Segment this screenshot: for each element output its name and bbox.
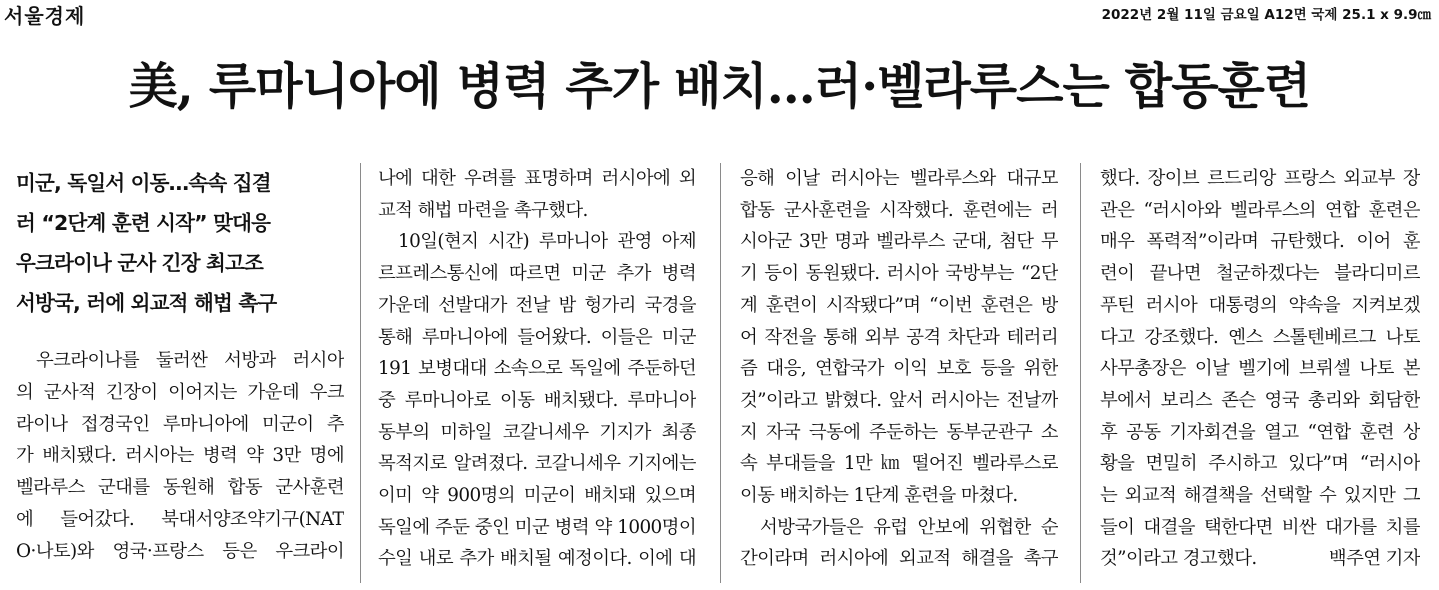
text-line: 수일 내로 추가 배치될 예정이다. 이에 대 <box>378 548 696 570</box>
column-divider <box>720 163 721 583</box>
text-line: 즘 대응, 연합국가 이익 보호 등을 위한 <box>740 358 1058 380</box>
subheadline: 미군, 독일서 이동…속속 집결 <box>16 171 271 195</box>
text-line: 관은 “러시아와 벨라루스의 연합 훈련은 <box>1100 199 1420 221</box>
text-line: 이미 약 900명의 미군이 배치돼 있으며 <box>378 485 696 507</box>
article-headline: 美, 루마니아에 병력 추가 배치…러·벨라루스는 합동훈련 <box>128 57 1311 115</box>
text-line: 들이 대결을 택한다면 비싼 대가를 치를 <box>1100 516 1420 538</box>
text-line: 간이라며 러시아에 외교적 해결을 촉구 <box>740 548 1058 570</box>
column-body <box>16 345 344 568</box>
text-line: 서방국가들은 유럽 안보에 위협한 순 <box>760 516 1058 538</box>
article-column-3 <box>740 163 1058 583</box>
text-line: 가운데 선발대가 전날 밤 헝가리 국경을 <box>378 294 696 316</box>
text-line: 사무총장은 이날 벨기에 브뤼셀 나토 본 <box>1100 358 1420 380</box>
subheadline: 서방국, 러에 외교적 해법 촉구 <box>16 291 277 315</box>
text-line: 라이나 접경국인 루마니아에 미군이 추 <box>16 413 344 435</box>
text-line: 푸틴 러시아 대통령의 약속을 지켜보겠 <box>1100 294 1420 316</box>
text-line: 련이 끝나면 철군하겠다는 블라디미르 <box>1100 263 1420 285</box>
text-line: 르프레스통신에 따르면 미군 추가 병력 <box>378 263 696 285</box>
text-line: 시아군 3만 명과 벨라루스 군대, 첨단 무 <box>740 231 1058 253</box>
text-line: 계 훈련이 시작됐다”며 “이번 훈련은 방 <box>740 294 1058 316</box>
text-line: 는 외교적 해결책을 선택할 수 있지만 그 <box>1100 485 1420 507</box>
text-line: 통해 루마니아에 들어왔다. 이들은 미군 <box>378 326 696 348</box>
text-line: 191 보병대대 소속으로 독일에 주둔하던 <box>378 358 696 380</box>
text-line: 어 작전을 통해 외부 공격 차단과 테러리 <box>740 326 1058 348</box>
subheadline: 러 “2단계 훈련 시작” 맞대응 <box>16 211 271 235</box>
text-line: 매우 폭력적”이라며 규탄했다. 이어 훈 <box>1100 231 1420 253</box>
text-line: 벨라루스 군대를 동원해 합동 군사훈련 <box>16 477 344 499</box>
subheadlines <box>16 163 344 323</box>
text-line: 응해 이날 러시아는 벨라루스와 대규모 <box>740 168 1058 189</box>
text-line: O·나토)와 영국·프랑스 등은 우크라이 <box>16 540 344 562</box>
text-line: 중 루마니아로 이동 배치됐다. 루마니아 <box>378 389 696 411</box>
text-line: 부에서 보리스 존슨 영국 총리와 회담한 <box>1100 389 1420 411</box>
masthead <box>0 0 1439 26</box>
text-line: 독일에 주둔 중인 미군 병력 약 1000명이 <box>378 516 696 538</box>
issue-info: 2022년 2월 11일 금요일 A12면 국제 25.1 x 9.9㎝ <box>1101 7 1431 23</box>
text-line: 했다. 장이브 르드리앙 프랑스 외교부 장 <box>1100 168 1420 189</box>
text-line: 이동 배치하는 1단계 훈련을 마쳤다. <box>740 485 1018 507</box>
text-line: 의 군사적 긴장이 이어지는 가운데 우크 <box>16 381 344 403</box>
text-line: 다고 강조했다. 옌스 스톨텐베르그 나토 <box>1100 326 1420 348</box>
text-line: 기 등이 동원됐다. 러시아 국방부는 “2단 <box>740 263 1058 285</box>
article-column-4 <box>1100 163 1420 583</box>
text-line: 10일(현지 시간) 루마니아 관영 아제 <box>398 231 696 253</box>
text-line: 황을 면밀히 주시하고 있다”며 “러시아 <box>1100 453 1420 475</box>
text-line: 교적 해법 마련을 촉구했다. <box>378 199 588 221</box>
column-divider <box>360 163 361 583</box>
text-line: 우크라이나를 둘러싼 서방과 러시아 <box>36 350 344 371</box>
text-line: 속 부대들을 1만 ㎞ 떨어진 벨라루스로 <box>740 453 1058 475</box>
text-line: 에 들어갔다. 북대서양조약기구(NAT <box>16 508 344 530</box>
text-line: 지 자국 극동에 주둔하는 동부군관구 소 <box>740 421 1058 443</box>
text-line: 목적지로 알려졌다. 코갈니세우 기지에는 <box>378 453 696 475</box>
text-line: 것”이라고 경고했다. <box>1100 548 1257 570</box>
text-line: 것”이라고 밝혔다. 앞서 러시아는 전날까 <box>740 389 1058 411</box>
text-line: 후 공동 기자회견을 열고 “연합 훈련 상 <box>1100 421 1420 443</box>
newspaper-name: 서울경제 <box>4 4 86 28</box>
byline: 백주연 기자 <box>1328 548 1420 570</box>
text-line: 합동 군사훈련을 시작했다. 훈련에는 러 <box>740 199 1058 221</box>
text-line: 가 배치됐다. 러시아는 병력 약 3만 명에 <box>16 445 344 467</box>
text-line: 동부의 미하일 코갈니세우 기지가 최종 <box>378 421 696 443</box>
text-line: 나에 대한 우려를 표명하며 러시아에 외 <box>378 168 696 189</box>
article-column-1 <box>16 163 344 583</box>
subheadline: 우크라이나 군사 긴장 최고조 <box>16 251 264 275</box>
column-divider <box>1080 163 1081 583</box>
article-column-2 <box>378 163 696 583</box>
closing-line <box>1100 543 1420 575</box>
